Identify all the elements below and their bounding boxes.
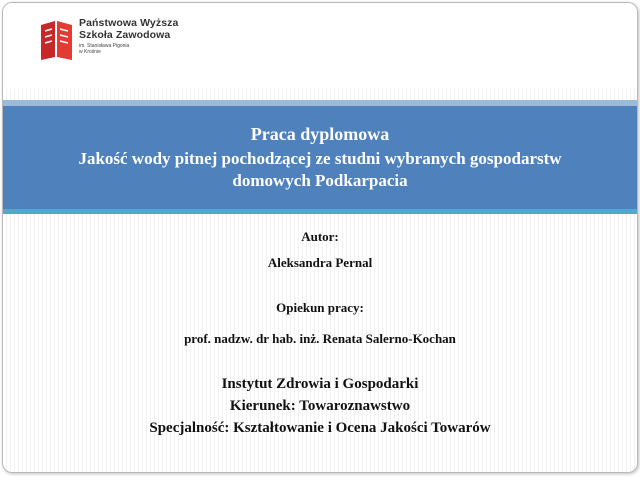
author-name: Aleksandra Pernal	[267, 255, 373, 270]
book-logo-icon	[39, 19, 75, 61]
supervisor-name: prof. nadzw. dr hab. inż. Renata Salerno-Kochan	[184, 331, 456, 346]
logo-area	[3, 3, 637, 89]
supervisor-label: Opiekun pracy:	[276, 300, 364, 315]
thesis-title-line-2: domowych Podkarpacia	[232, 171, 408, 190]
logo-line-1: Państwowa Wyższa	[79, 17, 179, 29]
thesis-title-line-1: Jakość wody pitnej pochodzącej ze studni wybranych gospodarstw	[78, 149, 562, 168]
institute-name: Instytut Zdrowia i Gospodarki	[221, 376, 419, 392]
title-band	[3, 106, 637, 209]
teal-accent-bar	[3, 209, 637, 214]
logo-line-3: im. Stanisława Pigonia	[79, 43, 130, 49]
specialization: Specjalność: Kształtowanie i Ocena Jakości Towarów	[149, 420, 491, 436]
author-label: Autor:	[301, 229, 339, 244]
logo-text	[79, 17, 178, 55]
logo-line-4: w Krośnie	[79, 49, 101, 55]
slide	[2, 2, 638, 473]
major: Kierunek: Towaroznawstwo	[229, 398, 411, 414]
logo-line-2: Szkoła Zawodowa	[79, 29, 171, 41]
title-heading: Praca dyplomowa	[250, 124, 390, 144]
university-logo	[39, 15, 239, 67]
